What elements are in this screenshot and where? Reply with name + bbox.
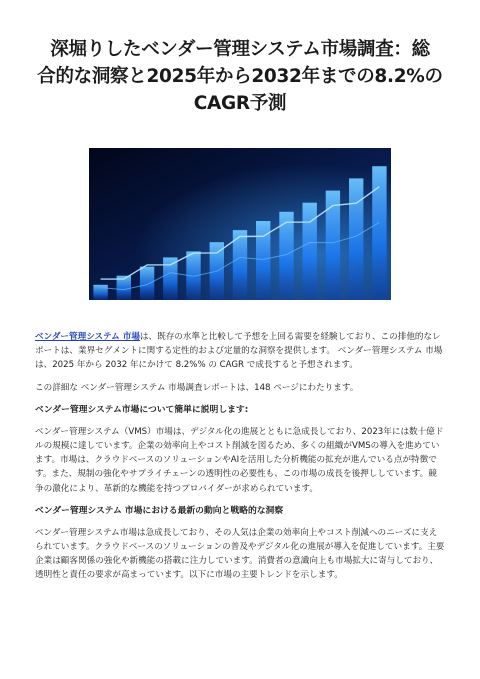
hero-bar [303, 203, 317, 300]
title-line-3: CAGR予測 [193, 93, 287, 114]
title-line-1: 深堀りしたベンダー管理システム市場調査：総 [50, 39, 430, 60]
pages-note: この詳細な ベンダー管理システム 市場調査レポートは、148 ページにわたります。 [35, 382, 359, 393]
hero-bar [349, 178, 363, 300]
hero-bar [372, 166, 386, 300]
document-title [30, 36, 450, 117]
hero-bar [326, 191, 340, 300]
intro-text: は、既存の水準と比較して予想を上回る需要を経験しており、この排他的なレポートは、業界セグメントに関する定性的および定量的な洞察を提供します。 ベンダー管理システム 市場は、2025 年から 2032 年にかけて 8.2%% の CAGR で成長すると予想されます。 [35, 332, 443, 371]
market-link[interactable]: ベンダー管理システム 市場 [35, 332, 140, 342]
hero-bar [163, 257, 177, 300]
hero-bar [93, 285, 107, 300]
section2-text: ベンダー管理システム市場は急成長しており、その人気は企業の効率向上やコスト削減へのニーズに支えられています。クラウドベースのソリューションの普及やデジタル化の進展が導入を促進しています。主要企業は顧客関係の強化や新機能の搭載に注力しています。消費者の意識向上も市場拡大に寄与しており、透明性と責任の要求が高まっています。以下に市場の主要トレンドを示します。 [35, 527, 445, 581]
document-body [35, 330, 445, 591]
section2-heading: ベンダー管理システム 市場における最新の動向と戦略的な洞察 [35, 505, 284, 516]
section1-text: ベンダー管理システム（VMS）市場は、デジタル化の進展とともに急成長しており、2023年には数十億ドルの規模に達しています。企業の効率向上やコスト削減を図るため、多くの組織がVMSの導入を進めています。市場は、クラウドベースのソリューションやAIを活用した分析機能の拡充が進んでいる点が特徴です。また、規制の強化やサプライチェーンの透明性の必要性も、この市場の成長を後押ししています。競争の激化により、革新的な機能を持つプロバイダーが求められています。 [35, 426, 444, 494]
intro-paragraph [35, 330, 445, 373]
hero-bar [140, 267, 154, 300]
title-line-2: 合的な洞察と2025年から2032年までの8.2%の [37, 66, 443, 87]
hero-chart-image [89, 148, 391, 300]
section1-heading: ベンダー管理システム市場について簡単に説明します: [35, 404, 249, 415]
